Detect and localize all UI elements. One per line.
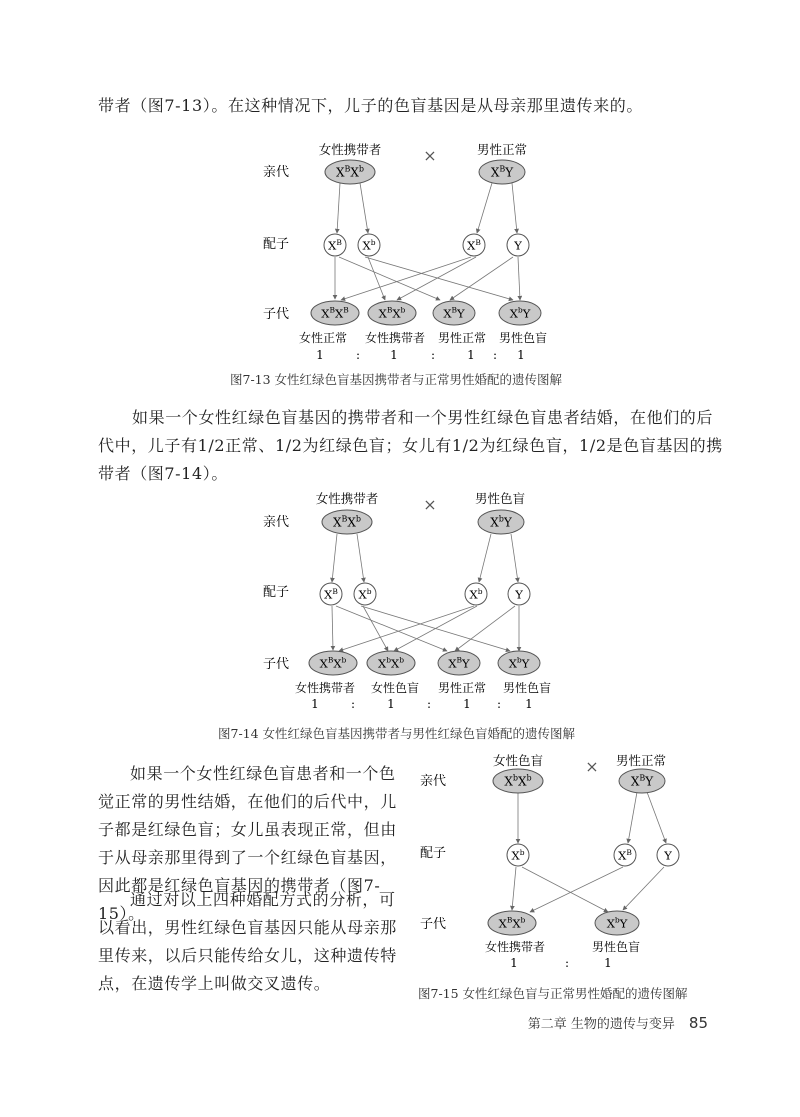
female-parent-label: 女性携带者	[315, 491, 379, 506]
figure-7-13-caption: 图7-13 女性红绿色盲基因携带者与正常男性婚配的遗传图解	[230, 372, 563, 387]
intro-line: 带者（图7-13）。在这种情况下，儿子的色盲基因是从母亲那里遗传来的。	[98, 96, 643, 115]
label-gametes: 配子	[263, 585, 290, 600]
paragraph-2: 如果一个女性红绿色盲患者和一个色觉正常的男性结婚，在他们的后代中，儿子都是红绿色盲；女儿虽表现正常，但由于从母亲那里得到了一个红绿色盲基因，因此都是红绿色盲基因的携带者（图7-15）。	[98, 764, 397, 923]
phenotype-label: 女性色盲	[370, 681, 420, 695]
label-parents: 亲代	[263, 515, 290, 530]
paragraph-3: 通过对以上四种婚配方式的分析，可以看出，男性红绿色盲基因只能从母亲那里传来，以后只能传给女儿，这种遗传特点，在遗传学上叫做交叉遗传。	[98, 890, 397, 993]
offspring-node	[498, 651, 540, 675]
gamete-node	[657, 844, 679, 866]
svg-text::: :	[564, 956, 570, 970]
cross-symbol: ×	[423, 495, 437, 514]
svg-text:XB: $X^B$	[467, 238, 481, 253]
phenotype-label: 男性正常	[437, 681, 487, 695]
cross-symbol: ×	[423, 146, 437, 165]
page-footer	[528, 1013, 708, 1032]
offspring-node	[595, 911, 639, 935]
gamete-node	[463, 234, 485, 256]
gamete-node	[508, 583, 530, 605]
female-parent-label: 女性色盲	[492, 753, 544, 768]
svg-text:XbY: $X^bY$	[490, 514, 512, 530]
figure-7-14-diagram	[255, 488, 565, 718]
svg-text:XBXB: $X^BX^B$	[321, 305, 349, 321]
parent-male-node	[479, 160, 525, 184]
figure-7-14-caption: 图7-14 女性红绿色盲基因携带者与男性红绿色盲婚配的遗传图解	[218, 726, 576, 741]
svg-text:XBXb: $X^BX^b$	[498, 915, 526, 931]
female-parent-label: 女性携带者	[318, 142, 382, 157]
svg-text:Xb: $X^b$	[358, 587, 372, 602]
label-parents: 亲代	[420, 774, 447, 789]
parent-male-node	[478, 510, 524, 534]
gamete-node	[614, 844, 636, 866]
label-offspring: 子代	[263, 307, 290, 322]
svg-text:XBXb: $X^BX^b$	[319, 655, 347, 671]
offspring-node	[488, 911, 536, 935]
label-gametes: 配子	[420, 846, 447, 861]
svg-text:1: 1	[517, 348, 525, 362]
offspring-node	[438, 651, 480, 675]
svg-text:1: 1	[316, 348, 324, 362]
parent-female-node	[322, 510, 372, 534]
svg-text:Xb: $X^b$	[362, 238, 376, 253]
svg-text:XbXb: $X^bX^b$	[504, 773, 532, 789]
parent-female-node	[325, 160, 375, 184]
svg-text:XB: $X^B$	[618, 848, 632, 863]
svg-text:Xb: $X^b$	[511, 848, 525, 863]
svg-text::: :	[430, 348, 436, 362]
male-parent-label: 男性正常	[476, 142, 528, 157]
phenotype-label: 男性色盲	[498, 331, 548, 345]
offspring-node	[368, 301, 416, 325]
svg-text:1: 1	[390, 348, 398, 362]
svg-text:1: 1	[525, 697, 533, 711]
svg-text:XbY: $X^bY$	[606, 915, 628, 931]
gamete-node	[320, 583, 342, 605]
svg-text::: :	[496, 697, 502, 711]
label-parents: 亲代	[263, 165, 290, 180]
parent-male-node	[619, 769, 665, 793]
svg-text:1: 1	[604, 956, 612, 970]
gamete-node	[507, 844, 529, 866]
page-number: 85	[688, 1014, 708, 1032]
svg-text:1: 1	[510, 956, 518, 970]
gamete-node	[465, 583, 487, 605]
male-parent-label: 男性色盲	[474, 491, 526, 506]
label-offspring: 子代	[420, 917, 447, 932]
svg-text:1: 1	[467, 348, 475, 362]
phenotype-label: 女性携带者	[484, 940, 546, 954]
svg-text:Xb: $X^b$	[469, 587, 483, 602]
svg-text:XB: $X^B$	[328, 238, 342, 253]
svg-text:XBXb: $X^BX^b$	[332, 514, 362, 530]
phenotype-label: 女性携带者	[364, 331, 426, 345]
cross-symbol: ×	[585, 757, 599, 776]
svg-text::: :	[492, 348, 498, 362]
svg-text:XBY: $X^BY$	[448, 655, 470, 671]
svg-text:Y: Y	[664, 848, 672, 863]
svg-text:XBXb: $X^BX^b$	[335, 164, 365, 180]
offspring-node	[499, 301, 541, 325]
gamete-node	[507, 234, 529, 256]
phenotype-label: 男性色盲	[502, 681, 552, 695]
svg-text:XBY: $X^BY$	[630, 773, 654, 789]
phenotype-label: 男性色盲	[591, 940, 641, 954]
svg-text:XB: $X^B$	[324, 587, 338, 602]
chapter-title: 第二章 生物的遗传与变异	[527, 1017, 675, 1032]
offspring-node	[433, 301, 475, 325]
svg-text:XBXb: $X^BX^b$	[378, 305, 406, 321]
figure-7-13-diagram	[255, 137, 555, 367]
ratio-row	[510, 956, 612, 970]
svg-text:Y: Y	[515, 587, 523, 602]
svg-text:XBY: $X^BY$	[490, 164, 514, 180]
label-gametes: 配子	[263, 237, 290, 252]
svg-text:1: 1	[311, 697, 319, 711]
svg-text:XbXb: $X^bX^b$	[378, 655, 404, 671]
gamete-node	[324, 234, 346, 256]
parent-female-node	[493, 769, 543, 793]
ratio-row	[316, 348, 525, 362]
svg-text:1: 1	[463, 697, 471, 711]
phenotype-label: 女性携带者	[294, 681, 356, 695]
svg-text::: :	[355, 348, 361, 362]
svg-text:XBY: $X^BY$	[443, 305, 465, 321]
phenotype-label: 女性正常	[298, 331, 348, 345]
offspring-node	[311, 301, 359, 325]
svg-text:Y: Y	[514, 238, 522, 253]
gamete-node	[354, 583, 376, 605]
label-offspring: 子代	[263, 657, 290, 672]
svg-text:1: 1	[387, 697, 395, 711]
offspring-node	[309, 651, 357, 675]
figure-7-15-caption: 图7-15 女性红绿色盲与正常男性婚配的遗传图解	[418, 986, 688, 1001]
figure-7-15-diagram	[418, 750, 718, 980]
svg-text:XbY: $X^bY$	[508, 655, 530, 671]
ratio-row	[311, 697, 533, 711]
gamete-node	[358, 234, 380, 256]
svg-text:XbY: $X^bY$	[509, 305, 531, 321]
phenotype-label: 男性正常	[437, 331, 487, 345]
paragraph-1: 如果一个女性红绿色盲基因的携带者和一个男性红绿色盲患者结婚，在他们的后代中，儿子有1/2正常、1/2为红绿色盲；女儿有1/2为红绿色盲，1/2是色盲基因的携带者（图7-14）。	[98, 408, 723, 483]
male-parent-label: 男性正常	[615, 753, 667, 768]
offspring-node	[367, 651, 415, 675]
svg-text::: :	[350, 697, 356, 711]
svg-text::: :	[426, 697, 432, 711]
